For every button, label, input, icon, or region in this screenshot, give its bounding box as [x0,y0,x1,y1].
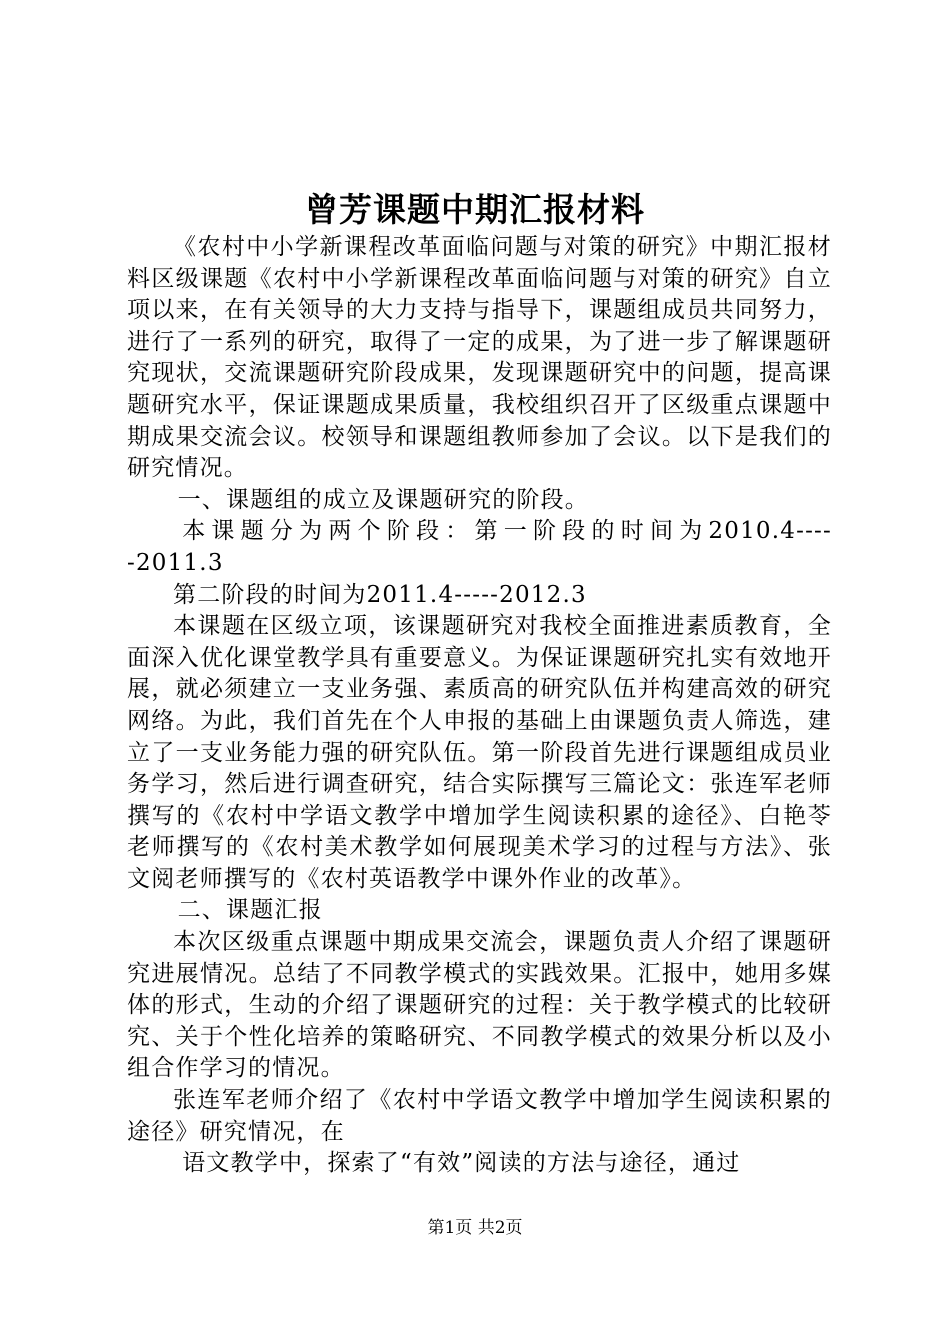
document-body [127,232,832,1180]
paragraph-intro: 《农村中小学新课程改革面临问题与对策的研究》中期汇报材料区级课题《农村中小学新课程改革面临问题与对策的研究》自立项以来，在有关领导的大力支持与指导下，课题组成员共同努力，进行了一系列的研究，取得了一定的成果，为了进一步了解课题研究现状，交流课题研究阶段成果，发现课题研究中的问题，提高课题研究水平，保证课题成果质量，我校组织召开了区级重点课题中期成果交流会议。校领导和课题组教师参加了会议。以下是我们的研究情况。 [127,234,832,482]
paragraph-team: 本课题在区级立项，该课题研究对我校全面推进素质教育，全面深入优化课堂教学具有重要意义。为保证课题研究扎实有效地开展，就必须建立一支业务强、素质高的研究队伍并构建高效的研究网络。为此，我们首先在个人申报的基础上由课题负责人筛选，建立了一支业务能力强的研究队伍。第一阶段首先进行课题组成员业务学习，然后进行调查研究，结合实际撰写三篇论文：张连军老师撰写的《农村中学语文教学中增加学生阅读积累的途径》、白艳苓老师撰写的《农村美术教学如何展现美术学习的过程与方法》、张文阅老师撰写的《农村英语教学中课外作业的改革》。 [127,613,832,892]
paragraph-stage-one: 本课题分为两个阶段：第一阶段的时间为2010.4-----2011.3 [127,518,832,576]
paragraph-report: 本次区级重点课题中期成果交流会，课题负责人介绍了课题研究进展情况。总结了不同教学模式的实践效果。汇报中，她用多媒体的形式，生动的介绍了课题研究的过程：关于教学模式的比较研究、关于个性化培养的策略研究、不同教学模式的效果分析以及小组合作学习的情况。 [127,929,832,1082]
paragraph-stage-two: 第二阶段的时间为2011.4-----2012.3 [173,581,587,608]
section-heading-2: 二、课题汇报 [177,897,323,924]
page-number: 第1页 共2页 [427,1218,523,1238]
paragraph-zhang: 张连军老师介绍了《农村中学语文教学中增加学生阅读积累的途径》研究情况，在 [127,1087,832,1145]
document-title: 曾芳课题中期汇报材料 [305,190,645,229]
section-heading-1: 一、课题组的成立及课题研究的阶段。 [177,486,589,513]
paragraph-reading: 语文教学中，探索了“有效”阅读的方法与途径，通过 [182,1150,741,1177]
